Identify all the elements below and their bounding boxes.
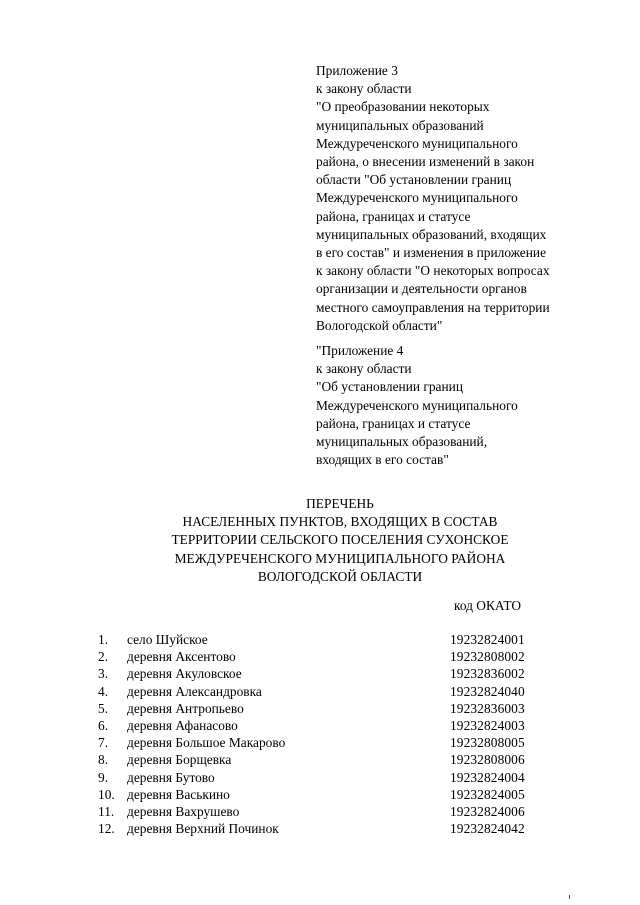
settlement-name: деревня Верхний Починок (127, 821, 279, 837)
okato-code: 19232824042 (450, 821, 525, 837)
appendix-3-line: в его состав" и изменения в приложение (316, 245, 547, 261)
list-item (0, 769, 640, 786)
appendix-4-header (316, 342, 596, 469)
okato-code: 19232808005 (450, 735, 525, 751)
settlement-name: деревня Васькино (127, 786, 230, 802)
appendix-3-line: Приложение 3 (316, 63, 398, 78)
okato-code: 19232808006 (450, 752, 525, 768)
list-item (0, 751, 640, 768)
list-item (0, 665, 640, 682)
settlement-name: деревня Большое Макарово (127, 735, 286, 751)
appendix-4-line: "Об установлении границ (316, 379, 464, 395)
okato-code: 19232808002 (450, 649, 525, 665)
settlement-name: деревня Борщевка (127, 752, 232, 768)
appendix-4-line: муниципальных образований, (316, 434, 488, 450)
item-number: 1. (98, 632, 109, 647)
appendix-3-line: района, о внесении изменений в закон (316, 154, 535, 170)
appendix-4-line: к закону области (316, 361, 412, 377)
list-item (0, 803, 640, 820)
appendix-4-line: Междуреченского муниципального (316, 397, 518, 413)
settlement-name: деревня Александровка (127, 683, 262, 699)
item-number: 10. (98, 786, 115, 802)
document-title (40, 495, 640, 586)
list-item (0, 648, 640, 665)
appendix-3-line: муниципальных образований, входящих (316, 226, 547, 242)
okato-code: 19232824005 (450, 786, 525, 802)
okato-code: 19232824004 (450, 769, 525, 785)
settlement-name: деревня Акуловское (127, 666, 242, 682)
settlement-name: деревня Бутово (127, 769, 215, 785)
item-number: 4. (98, 683, 109, 699)
item-number: 8. (98, 752, 109, 768)
appendix-3-line: муниципальных образований (316, 117, 484, 133)
appendix-4-line: входящих в его состав" (316, 452, 449, 468)
appendix-4-line: района, границах и статусе (316, 415, 471, 431)
settlement-name: деревня Аксентово (127, 649, 236, 665)
okato-code: 19232824040 (450, 683, 525, 699)
item-number: 7. (98, 735, 109, 751)
appendix-3-line: района, границах и статусе (316, 208, 471, 224)
title-line: НАСЕЛЕННЫХ ПУНКТОВ, ВХОДЯЩИХ В СОСТАВ (182, 514, 498, 530)
appendix-3-line: к закону области (316, 81, 412, 97)
okato-column-header: код ОКАТО (454, 598, 522, 613)
list-item (0, 734, 640, 751)
scan-artifact-mark (569, 895, 570, 899)
okato-code: 19232824001 (450, 632, 525, 647)
item-number: 2. (98, 649, 109, 665)
okato-code: 19232836002 (450, 666, 525, 682)
item-number: 5. (98, 700, 109, 716)
appendix-3-header (316, 62, 596, 335)
appendix-3-line: местного самоуправления на территории (316, 299, 550, 315)
settlement-list (0, 631, 640, 837)
item-number: 12. (98, 821, 115, 837)
settlement-name: деревня Антропьево (127, 700, 244, 716)
okato-code: 19232824006 (450, 803, 525, 819)
appendix-3-line: организации и деятельности органов (316, 281, 527, 297)
settlement-name: деревня Вахрушево (127, 803, 240, 819)
list-item (0, 786, 640, 803)
title-line: МЕЖДУРЕЧЕНСКОГО МУНИЦИПАЛЬНОГО РАЙОНА (174, 550, 506, 566)
list-item (0, 683, 640, 700)
item-number: 11. (98, 803, 115, 819)
appendix-3-line: Междуреченского муниципального (316, 190, 518, 206)
list-item (0, 717, 640, 734)
appendix-3-line: Междуреченского муниципального (316, 135, 518, 151)
item-number: 9. (98, 769, 109, 785)
okato-code: 19232836003 (450, 700, 525, 716)
item-number: 3. (98, 666, 109, 682)
title-line: ПЕРЕЧЕНЬ (306, 496, 374, 511)
list-item (0, 700, 640, 717)
settlement-name: село Шуйское (127, 632, 208, 647)
settlement-name: деревня Афанасово (127, 717, 238, 733)
item-number: 6. (98, 717, 109, 733)
appendix-3-line: "О преобразовании некоторых (316, 99, 490, 115)
list-item (0, 631, 640, 648)
title-line: ТЕРРИТОРИИ СЕЛЬСКОГО ПОСЕЛЕНИЯ СУХОНСКОЕ (171, 532, 509, 548)
title-line: ВОЛОГОДСКОЙ ОБЛАСТИ (257, 568, 423, 584)
appendix-3-line: к закону области "О некоторых вопросах (316, 263, 550, 279)
appendix-4-line: "Приложение 4 (316, 343, 404, 358)
okato-code: 19232824003 (450, 717, 525, 733)
list-item (0, 820, 640, 837)
appendix-3-line: области "Об установлении границ (316, 172, 512, 188)
appendix-3-line: Вологодской области" (316, 317, 443, 333)
